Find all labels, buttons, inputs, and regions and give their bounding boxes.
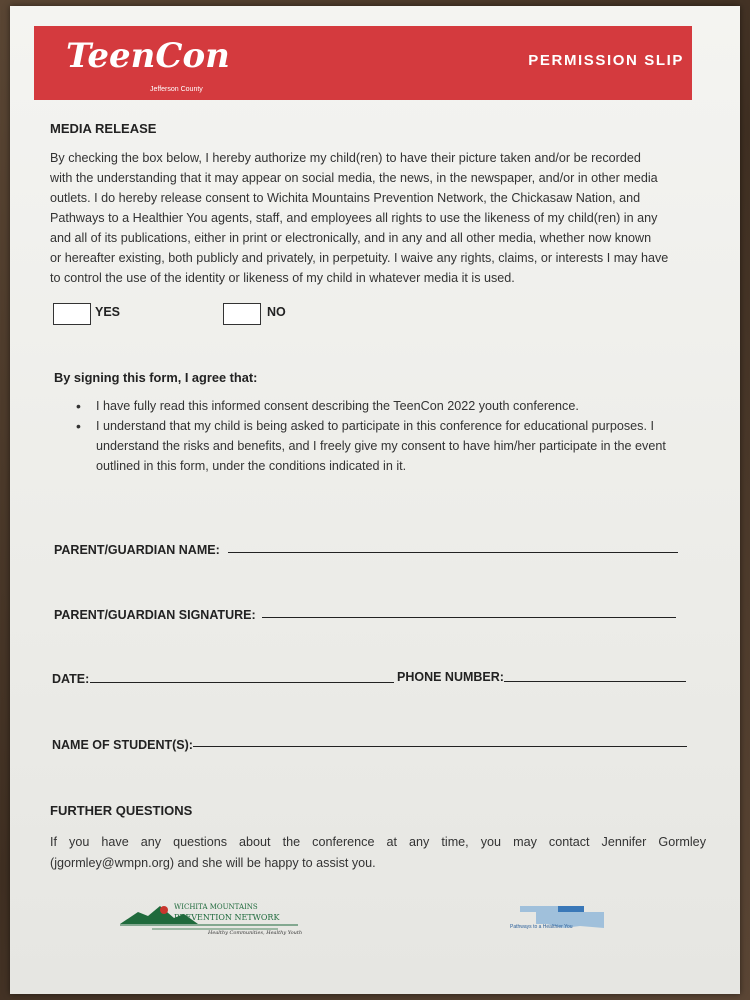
date-line[interactable] [90, 682, 394, 683]
text-line: outlets. I do hereby release consent to Wichita Mountains Prevention Network, the Chickasaw Nation, and [50, 191, 641, 205]
student-name-line[interactable] [193, 746, 687, 747]
list-item-text: outlined in this form, under the conditions indicated in it. [96, 459, 407, 473]
pathways-tagline: Pathways to a Healthier You [510, 924, 573, 930]
logo-subtitle: Jefferson County [150, 86, 203, 93]
no-checkbox[interactable] [223, 303, 261, 325]
date-label: DATE: [52, 672, 90, 686]
phone-label: PHONE NUMBER: [397, 670, 504, 684]
phone-line[interactable] [504, 681, 686, 682]
text-line: Pathways to a Healthier You agents, staff, and employees all rights to use the likeness of my child(ren) in any [50, 211, 658, 225]
list-item [78, 396, 703, 416]
guardian-signature-label: PARENT/GUARDIAN SIGNATURE: [54, 608, 256, 622]
wmpn-logo [118, 900, 308, 940]
wmpn-name-1: WICHITA MOUNTAINS [174, 903, 258, 911]
page-title: PERMISSION SLIP [528, 52, 684, 69]
text-line: By checking the box below, I hereby authorize my child(ren) to have their picture taken and/or be recorded [50, 151, 641, 165]
list-item [78, 416, 703, 476]
guardian-signature-line[interactable] [262, 617, 676, 618]
text-line: or hereafter existing, both publicly and privately, in perpetuity. I waive any rights, claims, or interests I may have [50, 251, 669, 265]
agreement-heading: By signing this form, I agree that: [54, 370, 258, 385]
student-name-label: NAME OF STUDENT(S): [52, 738, 193, 752]
list-item-text: understand the risks and benefits, and I freely give my consent to have him/her participate in the event [96, 439, 666, 453]
questions-line-1: If you have any questions about the conference at any time, you may contact Jennifer Gormley [50, 835, 706, 849]
guardian-name-line[interactable] [228, 552, 678, 553]
media-release-heading: MEDIA RELEASE [50, 121, 157, 136]
yes-checkbox[interactable] [53, 303, 91, 325]
pathways-logo [506, 902, 616, 934]
yes-label: YES [95, 305, 121, 319]
text-line: and all of its publications, either in print or electronically, and in any and all other media, whether now known [50, 231, 652, 245]
list-item-text: I have fully read this informed consent describing the TeenCon 2022 youth conference. [96, 399, 579, 413]
wmpn-tagline: Healthy Communities, Healthy Youth [208, 930, 303, 936]
text-line: with the understanding that it may appear on social media, the news, in the newspaper, and/or in other media [50, 171, 658, 185]
no-label: NO [267, 305, 286, 319]
wmpn-name-2: PREVENTION NETWORK [174, 913, 280, 922]
questions-heading: FURTHER QUESTIONS [50, 803, 193, 818]
media-release-text [50, 148, 710, 288]
list-item-text: • I understand that my child is being asked to participate in this conference for educational purposes. I [96, 419, 654, 433]
guardian-name-label: PARENT/GUARDIAN NAME: [54, 543, 220, 557]
agreement-list [78, 396, 703, 476]
text-line: to control the use of the identity or likeness of my child in whatever media it is used. [50, 271, 515, 285]
questions-line-2: (jgormley@wmpn.org) and she will be happy to assist you. [50, 856, 376, 870]
teencon-logo: TeenCon [66, 36, 230, 76]
